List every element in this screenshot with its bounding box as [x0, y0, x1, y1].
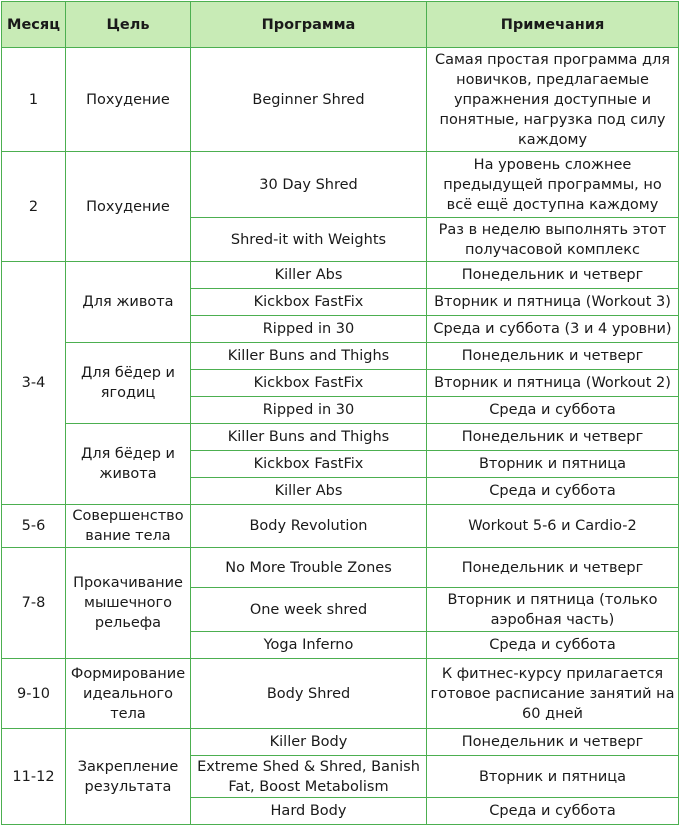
note-cell: Среда и суббота [427, 478, 679, 505]
program-cell: Killer Body [191, 729, 427, 756]
note-cell: Вторник и пятница (Workout 3) [427, 289, 679, 316]
program-cell: Kickbox FastFix [191, 451, 427, 478]
program-cell: Yoga Inferno [191, 632, 427, 659]
program-cell: No More Trouble Zones [191, 548, 427, 588]
note-cell: Понедельник и четверг [427, 343, 679, 370]
month-cell: 3-4 [2, 262, 66, 505]
table-row [2, 48, 679, 152]
note-cell: Понедельник и четверг [427, 262, 679, 289]
month-cell: 7-8 [2, 548, 66, 659]
note-cell: Вторник и пятница [427, 756, 679, 798]
note-cell: Понедельник и четверг [427, 548, 679, 588]
goal-cell: Формирование идеального тела [66, 659, 191, 729]
goal-cell: Для бёдер и живота [66, 424, 191, 505]
header-notes: Примечания [427, 2, 679, 48]
note-cell: Вторник и пятница [427, 451, 679, 478]
month-cell: 9-10 [2, 659, 66, 729]
header-program: Программа [191, 2, 427, 48]
program-cell: Body Shred [191, 659, 427, 729]
month-cell: 2 [2, 152, 66, 262]
goal-cell: Для живота [66, 262, 191, 343]
note-cell: Среда и суббота (3 и 4 уровни) [427, 316, 679, 343]
program-cell: Beginner Shred [191, 48, 427, 152]
goal-cell: Похудение [66, 152, 191, 262]
note-cell: К фитнес-курсу прилагается готовое расписание занятий на 60 дней [427, 659, 679, 729]
header-goal: Цель [66, 2, 191, 48]
goal-cell: Совершенство вание тела [66, 505, 191, 548]
program-cell: One week shred [191, 588, 427, 632]
goal-cell: Прокачивание мышечного рельефа [66, 548, 191, 659]
goal-cell: Закрепление результата [66, 729, 191, 825]
note-cell: Вторник и пятница (Workout 2) [427, 370, 679, 397]
note-cell: Понедельник и четверг [427, 424, 679, 451]
note-cell: Самая простая программа для новичков, предлагаемые упражнения доступные и понятные, нагрузка под силу каждому [427, 48, 679, 152]
note-cell: Среда и суббота [427, 632, 679, 659]
program-cell: Killer Buns and Thighs [191, 424, 427, 451]
program-cell: Shred-it with Weights [191, 218, 427, 262]
program-cell: Killer Abs [191, 478, 427, 505]
table-row [2, 262, 679, 289]
table-row [2, 505, 679, 548]
month-cell: 5-6 [2, 505, 66, 548]
table-row [2, 152, 679, 218]
month-cell: 11-12 [2, 729, 66, 825]
header-month: Месяц [2, 2, 66, 48]
note-cell: Понедельник и четверг [427, 729, 679, 756]
table-row [2, 659, 679, 729]
table-row [2, 729, 679, 756]
note-cell: Вторник и пятница (только аэробная часть) [427, 588, 679, 632]
program-cell: Killer Abs [191, 262, 427, 289]
table-row [2, 343, 679, 370]
note-cell: Раз в неделю выполнять этот получасовой комплекс [427, 218, 679, 262]
program-cell: 30 Day Shred [191, 152, 427, 218]
table-row [2, 424, 679, 451]
goal-cell: Похудение [66, 48, 191, 152]
note-cell: Workout 5-6 и Cardio-2 [427, 505, 679, 548]
program-cell: Ripped in 30 [191, 316, 427, 343]
training-plan-table [1, 1, 679, 825]
table-header-row [2, 2, 679, 48]
program-cell: Kickbox FastFix [191, 370, 427, 397]
note-cell: Среда и суббота [427, 397, 679, 424]
goal-cell: Для бёдер и ягодиц [66, 343, 191, 424]
table-row [2, 548, 679, 588]
program-cell: Ripped in 30 [191, 397, 427, 424]
program-cell: Killer Buns and Thighs [191, 343, 427, 370]
program-cell: Kickbox FastFix [191, 289, 427, 316]
program-cell: Hard Body [191, 798, 427, 825]
month-cell: 1 [2, 48, 66, 152]
note-cell: Среда и суббота [427, 798, 679, 825]
note-cell: На уровень сложнее предыдущей программы, но всё ещё доступна каждому [427, 152, 679, 218]
program-cell: Extreme Shed & Shred, Banish Fat, Boost Metabolism [191, 756, 427, 798]
program-cell: Body Revolution [191, 505, 427, 548]
